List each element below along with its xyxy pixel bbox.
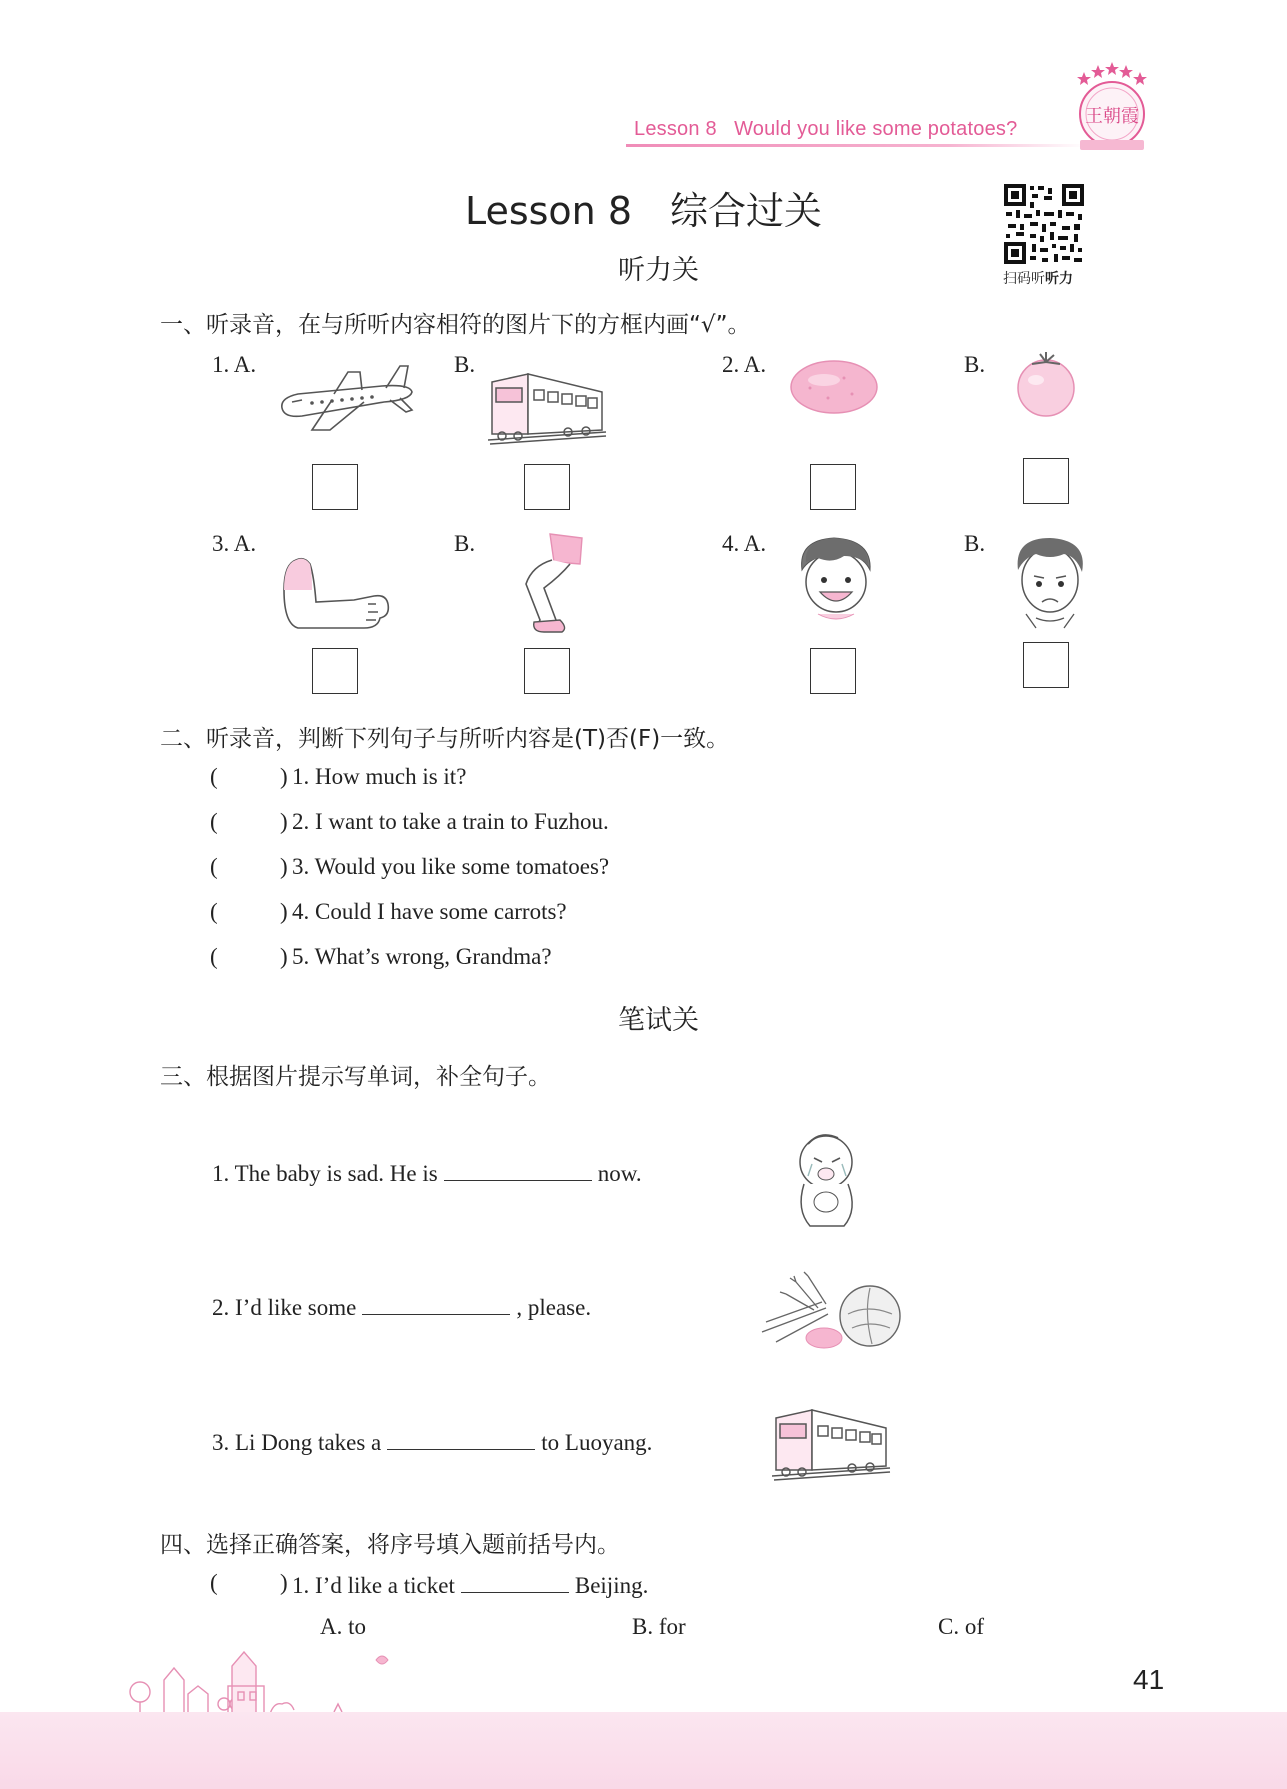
q1-a-label: 1. A. [212, 352, 257, 377]
airplane-icon [272, 358, 420, 444]
option-a: A. to [320, 1614, 366, 1639]
running-header [634, 118, 1017, 141]
open-paren: ( [210, 764, 218, 789]
mc-question-text: Beijing. [574, 1573, 649, 1598]
fill-sentence-text: 2. I’d like some [212, 1295, 357, 1320]
part1-instruction: 一、听录音，在与所听内容相符的图片下的方框内画“√”。 [160, 312, 751, 338]
crying-baby-icon [786, 1128, 868, 1230]
answer-box-q2-b[interactable] [1023, 458, 1069, 504]
train-icon [772, 1404, 892, 1484]
answer-blank[interactable] [444, 1158, 592, 1181]
close-paren: ) [280, 854, 288, 879]
leg-icon [510, 532, 586, 636]
arm-icon [280, 550, 392, 634]
answer-blank[interactable] [362, 1292, 510, 1315]
answer-box-q1-b[interactable] [524, 464, 570, 510]
page-number: 41 [1133, 1664, 1165, 1695]
tf-sentence: 3. Would you like some tomatoes? [292, 854, 610, 879]
mc-question [292, 1570, 648, 1599]
town-decoration-icon [124, 1646, 424, 1716]
fill-sentence-text: , please. [516, 1295, 592, 1320]
part4-instruction: 四、选择正确答案，将序号填入题前括号内。 [160, 1532, 620, 1558]
close-paren: ) [280, 764, 288, 789]
header-lesson-label: Lesson 8 [634, 118, 717, 140]
tf-sentence: 5. What’s wrong, Grandma? [292, 944, 552, 969]
qr-caption-strong: 听力 [1045, 271, 1073, 287]
answer-box-q4-a[interactable] [810, 648, 856, 694]
close-paren: ) [280, 899, 288, 924]
close-paren: ) [280, 809, 288, 834]
header-lesson-title: Would you like some potatoes? [734, 118, 1018, 140]
writing-heading: 笔试关 [618, 1005, 699, 1036]
logo-text: 王朝霞 [1085, 106, 1139, 127]
part2-instruction: 二、听录音，判断下列句子与所听内容是(T)否(F)一致。 [160, 726, 730, 752]
answer-box-q3-b[interactable] [524, 648, 570, 694]
close-paren: ) [280, 1570, 288, 1595]
answer-box-q2-a[interactable] [810, 464, 856, 510]
open-paren: ( [210, 809, 218, 834]
open-paren: ( [210, 854, 218, 879]
close-paren: ) [280, 944, 288, 969]
tomato-icon [1010, 350, 1082, 418]
q4-a-label: 4. A. [722, 531, 767, 556]
open-paren: ( [210, 1570, 218, 1595]
smiling-boy-icon [792, 534, 878, 626]
qr-caption-prefix: 扫码听 [1003, 271, 1045, 287]
q1-b-label: B. [454, 352, 476, 377]
train-icon [488, 368, 608, 448]
vegetables-icon [756, 1268, 906, 1358]
fill-sentence-1 [212, 1158, 642, 1187]
fill-sentence-text: 3. Li Dong takes a [212, 1430, 382, 1455]
answer-blank[interactable] [461, 1570, 569, 1593]
fill-sentence-3 [212, 1427, 652, 1456]
fill-sentence-text: 1. The baby is sad. He is [212, 1161, 438, 1186]
answer-box-q4-b[interactable] [1023, 642, 1069, 688]
tf-sentence: 2. I want to take a train to Fuzhou. [292, 809, 609, 834]
crying-boy-icon [1006, 534, 1092, 630]
tf-sentence: 4. Could I have some carrots? [292, 899, 567, 924]
answer-blank[interactable] [387, 1427, 535, 1450]
answer-box-q3-a[interactable] [312, 648, 358, 694]
open-paren: ( [210, 944, 218, 969]
header-rule [626, 144, 1086, 147]
publisher-logo-icon [1070, 62, 1154, 152]
option-b: B. for [632, 1614, 686, 1639]
fill-sentence-text: now. [597, 1161, 642, 1186]
tf-sentence: 1. How much is it? [292, 764, 467, 789]
answer-box-q1-a[interactable] [312, 464, 358, 510]
page-title: Lesson 8 综合过关 [464, 189, 823, 233]
q3-a-label: 3. A. [212, 531, 257, 556]
q2-a-label: 2. A. [722, 352, 767, 377]
q4-b-label: B. [964, 531, 986, 556]
q2-b-label: B. [964, 352, 986, 377]
fill-sentence-text: to Luoyang. [541, 1430, 653, 1455]
listening-heading: 听力关 [618, 255, 699, 286]
potato-icon [788, 358, 880, 416]
fill-sentence-2 [212, 1292, 591, 1321]
open-paren: ( [210, 899, 218, 924]
q3-b-label: B. [454, 531, 476, 556]
footer-band [0, 1712, 1287, 1789]
part3-instruction: 三、根据图片提示写单词，补全句子。 [160, 1064, 551, 1090]
mc-question-text: 1. I’d like a ticket [292, 1573, 455, 1598]
option-c: C. of [938, 1614, 984, 1639]
